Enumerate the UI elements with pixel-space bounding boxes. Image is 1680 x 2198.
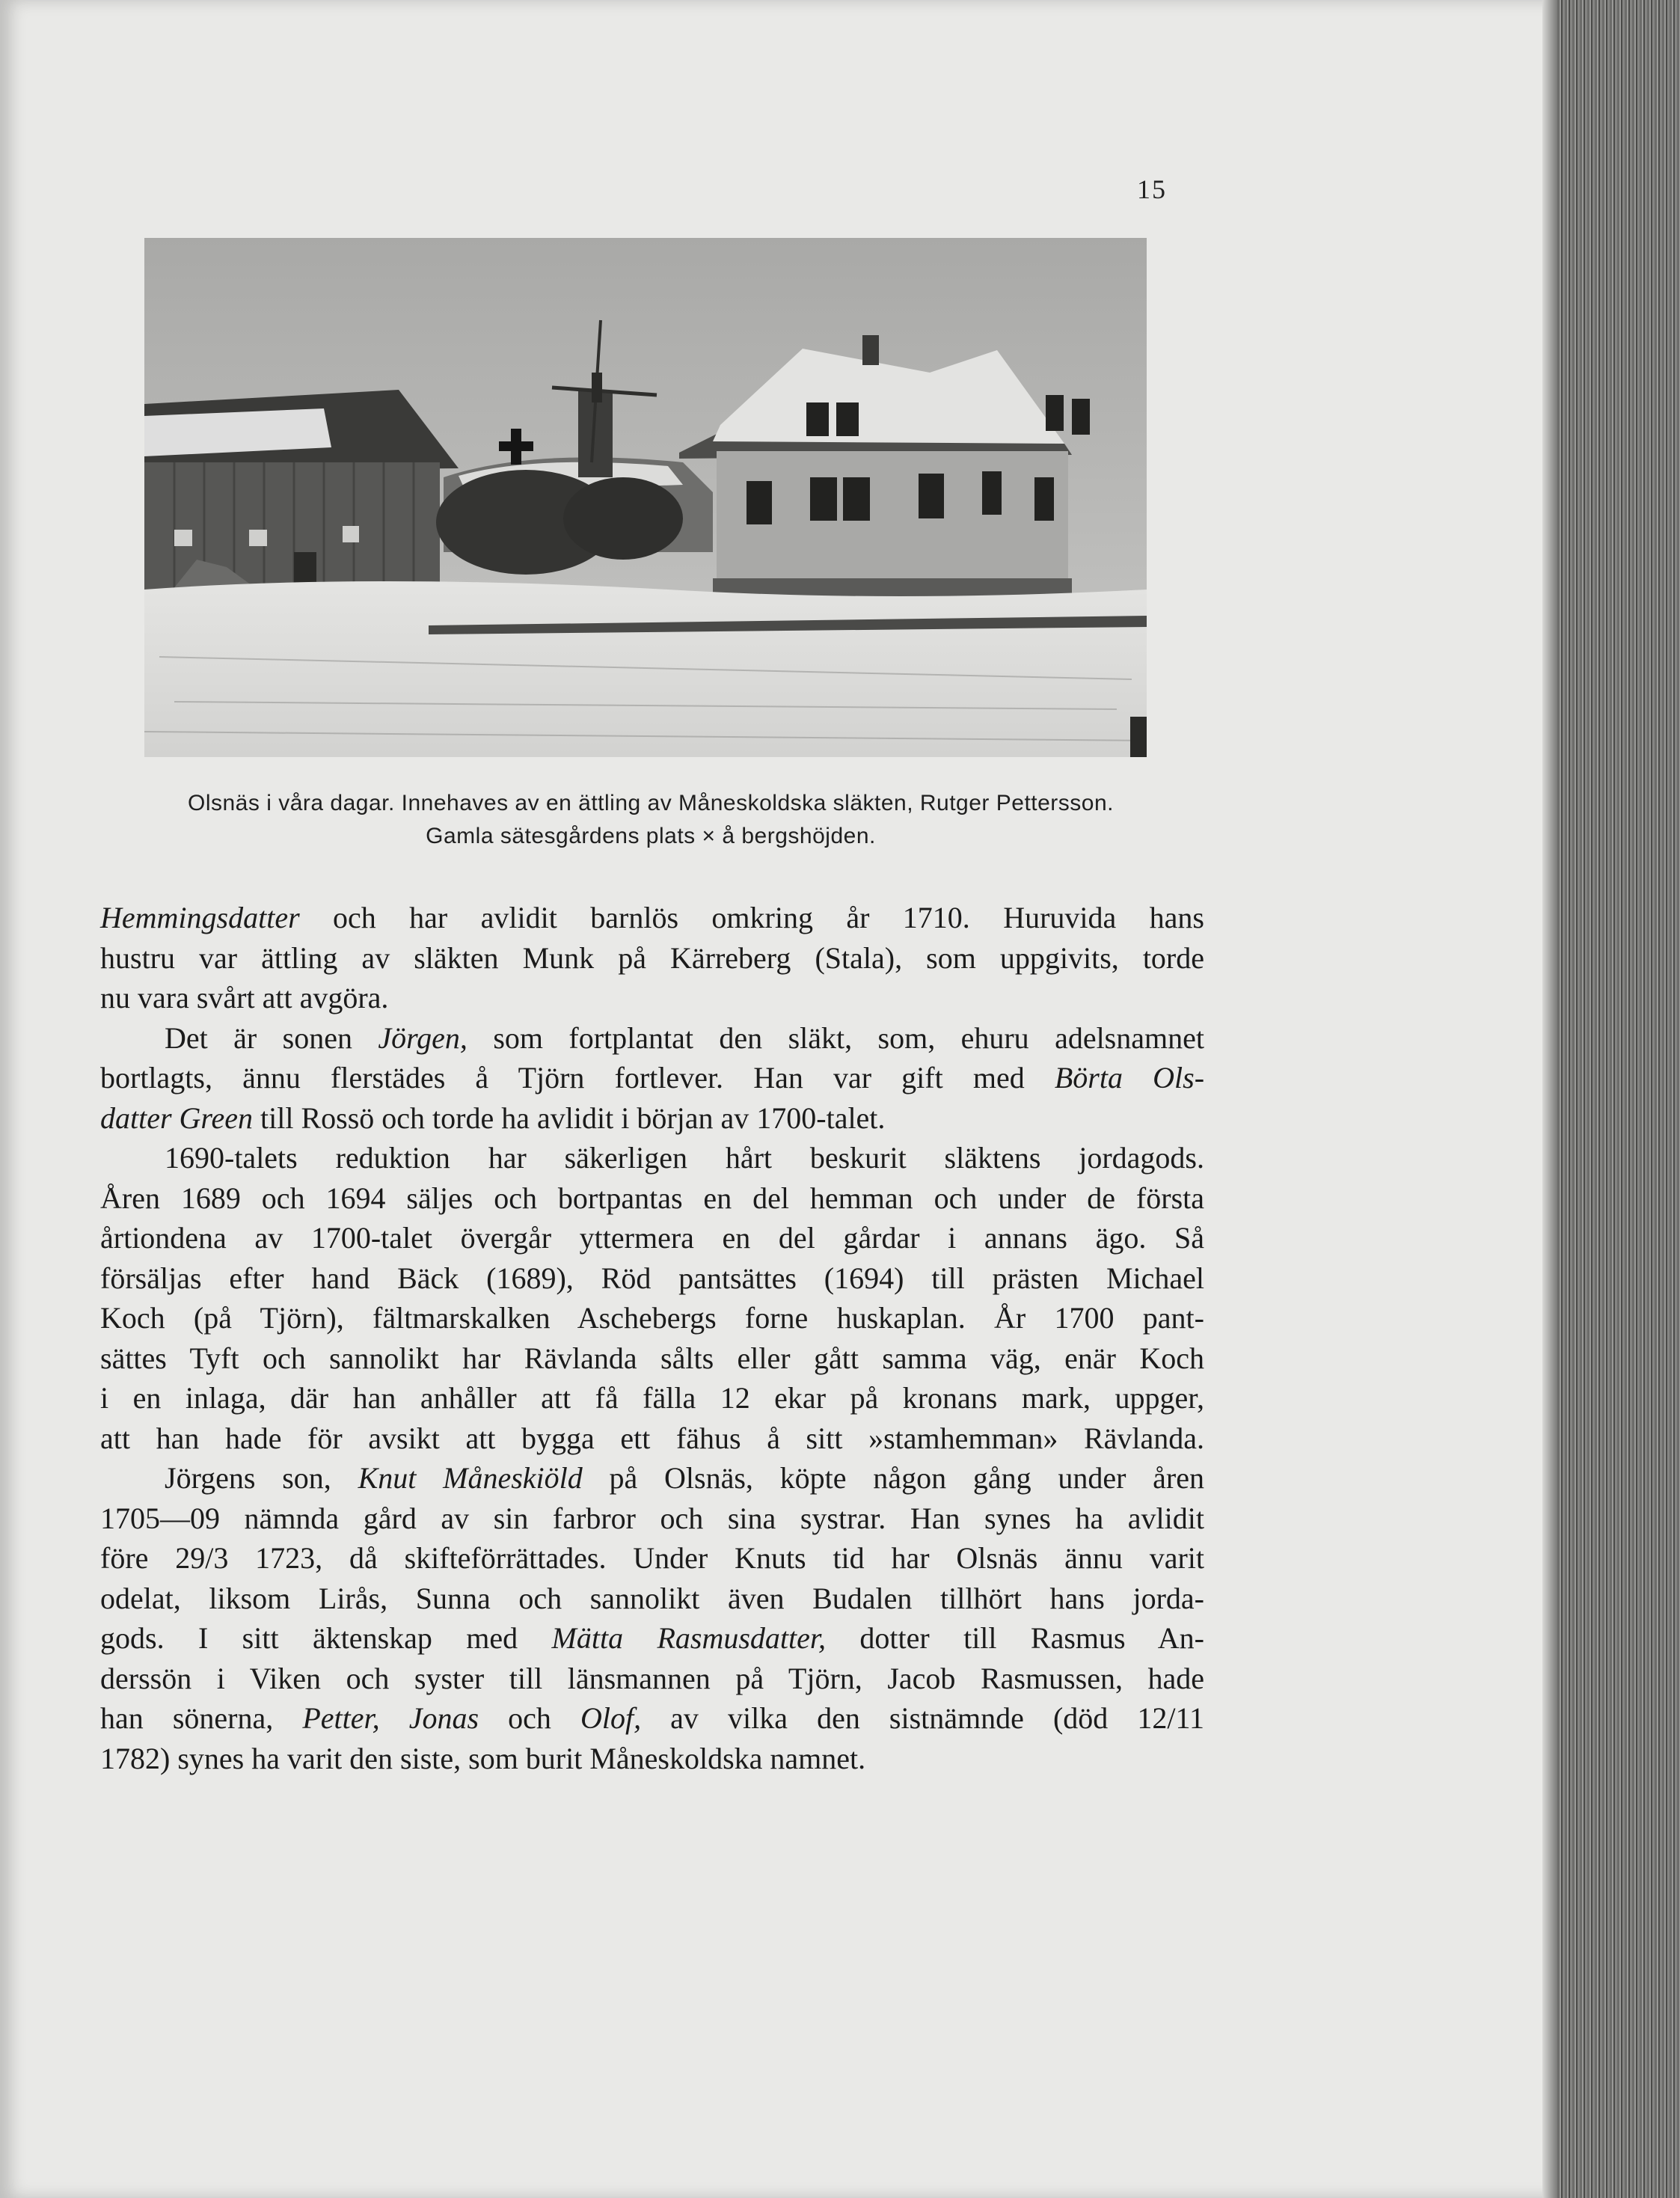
text-line: 1705—09 nämnda gård av sin farbror och sina systrar. Han synes ha avlidit	[100, 1501, 1204, 1535]
text-span: och har avlidit barnlös omkring år 1710. Huruvida hans	[299, 901, 1204, 934]
name-jorgen: Jörgen,	[378, 1020, 467, 1055]
text-line: odelat, liksom Lirås, Sunna och sannolikt även Budalen tillhört hans jorda-	[100, 1581, 1204, 1615]
page-number: 15	[1137, 174, 1167, 204]
name-borta: Börta Ols-	[1054, 1061, 1205, 1095]
text-span: Det är sonen	[165, 1020, 378, 1055]
text-span: till Rossö och torde ha avlidit i början av 1700-talet.	[253, 1100, 886, 1135]
book-page-edges	[1542, 0, 1680, 2198]
text-line: 1690-talets reduktion har säkerligen hårt beskurit släktens jordagods.	[165, 1141, 1204, 1175]
farmstead-photo	[144, 238, 1147, 757]
text-span: han sönerna,	[100, 1701, 303, 1735]
name-hemmingsdatter: Hemmingsdatter	[100, 901, 300, 934]
text-line: 1782) synes ha varit den siste, som burit Måneskoldska namnet.	[100, 1741, 866, 1775]
text-line: Koch (på Tjörn), fältmarskalken Aschebergs forne huskaplan. År 1700 pant-	[100, 1301, 1204, 1335]
text-line: att han hade för avsikt att bygga ett fähus å sitt »stamhemman» Rävlanda.	[100, 1421, 1204, 1455]
name-knut: Knut Måneskiöld	[358, 1461, 583, 1495]
text-line: försäljas efter hand Bäck (1689), Röd pantsättes (1694) till prästen Michael	[100, 1261, 1204, 1295]
name-green: datter Green	[100, 1100, 254, 1135]
text-span: bortlagts, ännu flerstädes å Tjörn fortlever. Han var gift med	[100, 1061, 1055, 1095]
text-span: på Olsnäs, köpte någon gång under åren	[582, 1461, 1204, 1495]
name-olof: Olof,	[580, 1701, 642, 1735]
text-span: som fortplantat den släkt, som, ehuru adelsnamnet	[467, 1020, 1204, 1055]
text-line: sättes Tyft och sannolikt har Rävlanda sålts eller gått samma väg, enär Koch	[100, 1341, 1204, 1375]
caption-line-2: Gamla sätesgårdens plats × å bergshöjden.	[426, 824, 876, 848]
text-span: av vilka den sistnämnde (död 12/11	[641, 1701, 1205, 1735]
name-petter-jonas: Petter, Jonas	[302, 1701, 479, 1735]
text-line: årtiondena av 1700-talet övergår yttermera en del gårdar i annans ägo. Så	[100, 1221, 1204, 1255]
text-span: dotter till Rasmus An-	[826, 1621, 1204, 1655]
text-line	[100, 1018, 1204, 1059]
text-line	[100, 1098, 1204, 1139]
text-line: derssön i Viken och syster till länsmannen på Tjörn, Jacob Rasmussen, hade	[100, 1661, 1204, 1695]
text-line: nu vara svårt att avgöra.	[100, 981, 389, 1014]
text-span: Jörgens son,	[165, 1461, 358, 1495]
name-matta: Mätta Rasmusdatter,	[551, 1621, 827, 1655]
photo-caption	[90, 787, 1212, 853]
text-span: gods. I sitt äktenskap med	[100, 1621, 552, 1655]
text-line: hustru var ättling av släkten Munk på Kärreberg (Stala), som uppgivits, torde	[100, 940, 1204, 975]
text-line: Åren 1689 och 1694 säljes och bortpantas en del hemman och under de första	[100, 1181, 1204, 1215]
caption-line-1: Olsnäs i våra dagar. Innehaves av en ättling av Måneskoldska släkten, Rutger Pettersson.	[188, 791, 1114, 815]
farmstead-windmill-photo-icon	[144, 238, 1147, 757]
text-line	[100, 898, 1204, 938]
text-line: före 29/3 1723, då skifteförrättades. Under Knuts tid har Olsnäs ännu varit	[100, 1541, 1204, 1575]
text-span: och	[479, 1701, 580, 1735]
text-line	[100, 1058, 1204, 1098]
text-line	[100, 1618, 1204, 1659]
body-text	[100, 898, 1204, 1778]
text-line	[100, 1458, 1204, 1499]
text-line	[100, 1698, 1204, 1739]
text-line: i en inlaga, där han anhåller att få fälla 12 ekar på kronans mark, uppger,	[100, 1381, 1204, 1415]
